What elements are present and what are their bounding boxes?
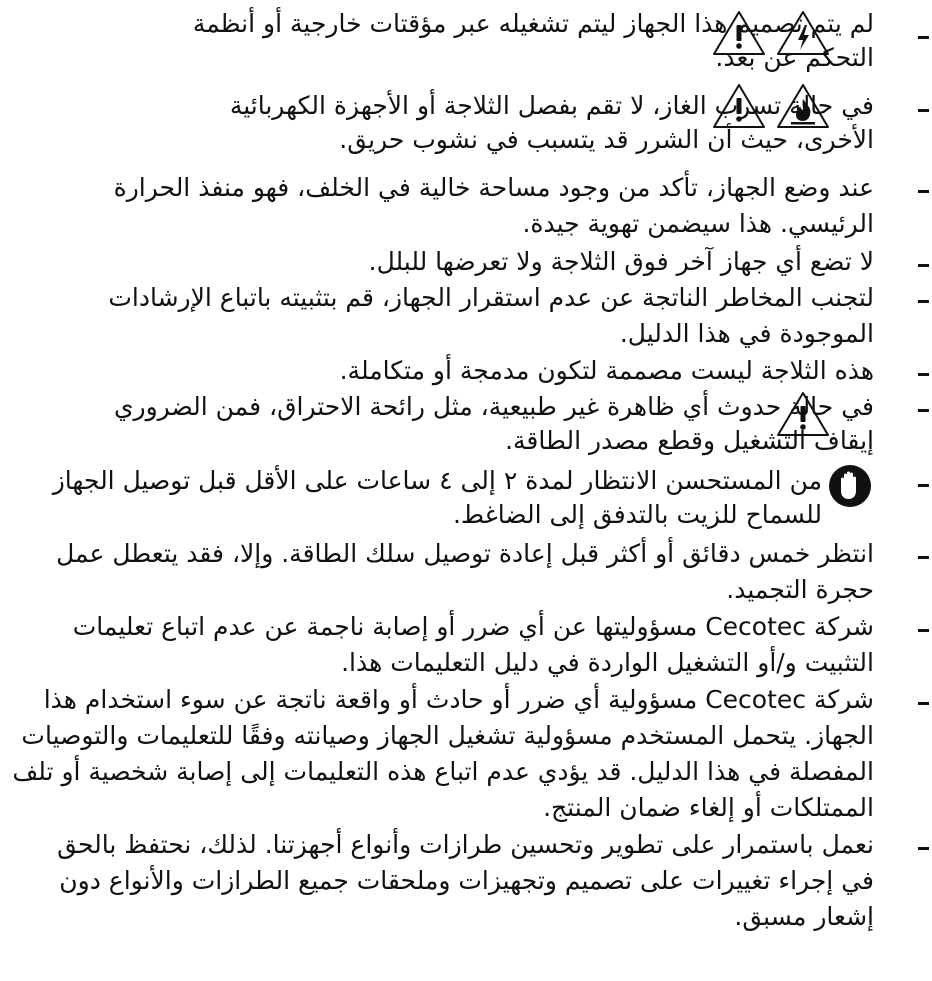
text-line: حجرة التجميد. [726,575,874,604]
bullet-dash [918,556,929,559]
text-line: للسماح للزيت بالتدفق إلى الضاغط. [452,500,822,529]
text-line: الجهاز. يتحمل المستخدم مسؤولية تشغيل الجهاز وصيانته وفقًا للتعليمات والتوصيات [21,721,874,750]
text-line: الأخرى، حيث أن الشرر قد يتسبب في نشوب حريق. [339,125,874,154]
bullet-dash [918,373,929,376]
bullet-dash [918,300,929,303]
bullet-dash [918,190,929,193]
bullet-dash [918,36,929,39]
text-line: شركة Cecotec مسؤوليتها عن أي ضرر أو إصابة ناجمة عن عدم اتباع تعليمات [72,612,874,641]
text-line: شركة Cecotec مسؤولية أي ضرر أو حادث أو واقعة ناتجة عن سوء استخدام هذا [43,685,874,714]
text-line: الموجودة في هذا الدليل. [619,319,874,348]
bullet-dash [918,109,929,112]
text-line: إشعار مسبق. [734,902,874,931]
bullet-dash [918,264,929,267]
bullet-dash [918,484,929,487]
text-line: في حالة حدوث أي ظاهرة غير طبيعية، مثل رائحة الاحتراق، فمن الضروري [113,392,874,421]
text-line: الرئيسي. هذا سيضمن تهوية جيدة. [522,209,874,238]
text-line: لتجنب المخاطر الناتجة عن عدم استقرار الجهاز، قم بتثبيته باتباع الإرشادات [108,283,874,312]
text-line: انتظر خمس دقائق أو أكثر قبل إعادة توصيل سلك الطاقة. وإلا، فقد يتعطل عمل [56,539,874,568]
text-line: لا تضع أي جهاز آخر فوق الثلاجة ولا تعرضها للبلل. [368,247,874,276]
text-line: الممتلكات أو إلغاء ضمان المنتج. [543,793,874,822]
stop-hand-icon [828,464,872,508]
bullet-dash [918,629,929,632]
bullet-dash [918,702,929,705]
text-line: نعمل باستمرار على تطوير وتحسين طرازات وأنواع أجهزتنا. لذلك، نحتفظ بالحق [57,830,874,859]
text-line: هذه الثلاجة ليست مصممة لتكون مدمجة أو متكاملة. [339,356,874,385]
text-line: لم يتم تصميم هذا الجهاز ليتم تشغيله عبر مؤقتات خارجية أو أنظمة [192,9,874,38]
text-line: المفصلة في هذا الدليل. قد يؤدي عدم اتباع هذه التعليمات إلى إصابة شخصية أو تلف [12,757,874,786]
text-line: في حالة تسرب الغاز، لا تقم بفصل الثلاجة أو الأجهزة الكهربائية [229,91,874,120]
text-line: من المستحسن الانتظار لمدة ٢ إلى ٤ ساعات على الأقل قبل توصيل الجهاز [52,466,822,495]
text-line: إيقاف التشغيل وقطع مصدر الطاقة. [505,426,874,455]
text-line: التثبيت و/أو التشغيل الواردة في دليل التعليمات هذا. [341,648,874,677]
text-line: عند وضع الجهاز، تأكد من وجود مساحة خالية في الخلف، فهو منفذ الحرارة [113,173,874,202]
text-line: التحكم عن بعد. [715,43,874,72]
text-line: في إجراء تغييرات على تصميم وتجهيزات وملحقات جميع الطرازات والأنواع دون [59,866,874,895]
bullet-dash [918,409,929,412]
bullet-dash [918,847,929,850]
